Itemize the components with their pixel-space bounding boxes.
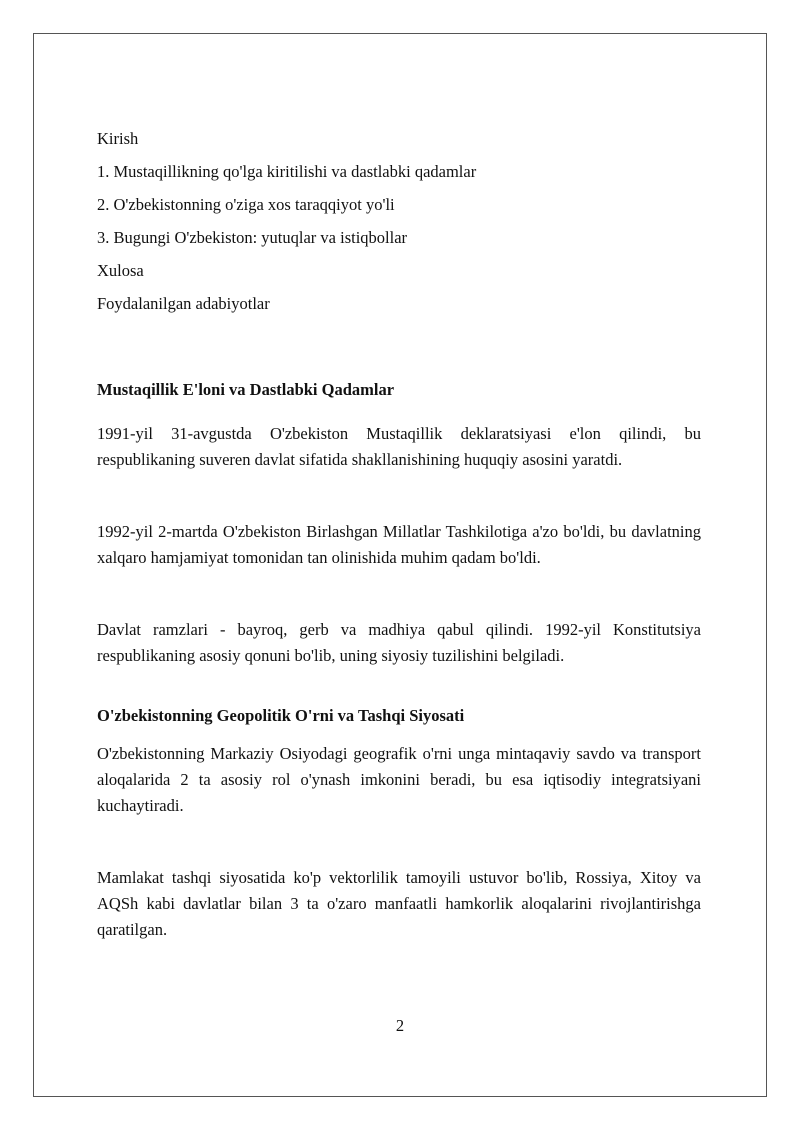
paragraph: 1991-yil 31-avgustda O'zbekiston Mustaqillik deklaratsiyasi e'lon qilindi, bu respublikaning suveren davlat sifatida shakllanishining huquqiy asosini yaratdi. <box>97 424 701 469</box>
paragraph: O'zbekistonning Markaziy Osiyodagi geografik o'rni unga mintaqaviy savdo va transport aloqalarida 2 ta asosiy rol o'ynash imkonini beradi, bu esa iqtisodiy integratsiyani kuchaytiradi. <box>97 744 701 815</box>
toc-item: Foydalanilgan adabiyotlar <box>97 294 270 313</box>
table-of-contents <box>97 128 701 315</box>
paragraph: Davlat ramzlari - bayroq, gerb va madhiya qabul qilindi. 1992-yil Konstitutsiya respublikaning asosiy qonuni bo'lib, uning siyosiy tuzilishini belgiladi. <box>97 620 701 665</box>
section-heading: Mustaqillik E'loni va Dastlabki Qadamlar <box>97 380 395 399</box>
page-number: 2 <box>395 1016 405 1035</box>
toc-item: 3. Bugungi O'zbekiston: yutuqlar va istiqbollar <box>97 228 408 247</box>
toc-item: Xulosa <box>97 261 144 280</box>
paragraph: 1992-yil 2-martda O'zbekiston Birlashgan Millatlar Tashkilotiga a'zo bo'ldi, bu davlatning xalqaro hamjamiyat tomonidan tan olinishida muhim qadam bo'ldi. <box>97 522 701 567</box>
section-heading: O'zbekistonning Geopolitik O'rni va Tashqi Siyosati <box>97 706 465 725</box>
toc-item: 1. Mustaqillikning qo'lga kiritilishi va dastlabki qadamlar <box>97 162 477 181</box>
toc-item: Kirish <box>97 129 139 148</box>
toc-item: 2. O'zbekistonning o'ziga xos taraqqiyot yo'li <box>97 195 395 214</box>
paragraph: Mamlakat tashqi siyosatida ko'p vektorlilik tamoyili ustuvor bo'lib, Rossiya, Xitoy va AQSh kabi davlatlar bilan 3 ta o'zaro manfaatli hamkorlik aloqalarini rivojlantirishga qaratilgan. <box>97 868 701 939</box>
document-body <box>97 128 701 943</box>
